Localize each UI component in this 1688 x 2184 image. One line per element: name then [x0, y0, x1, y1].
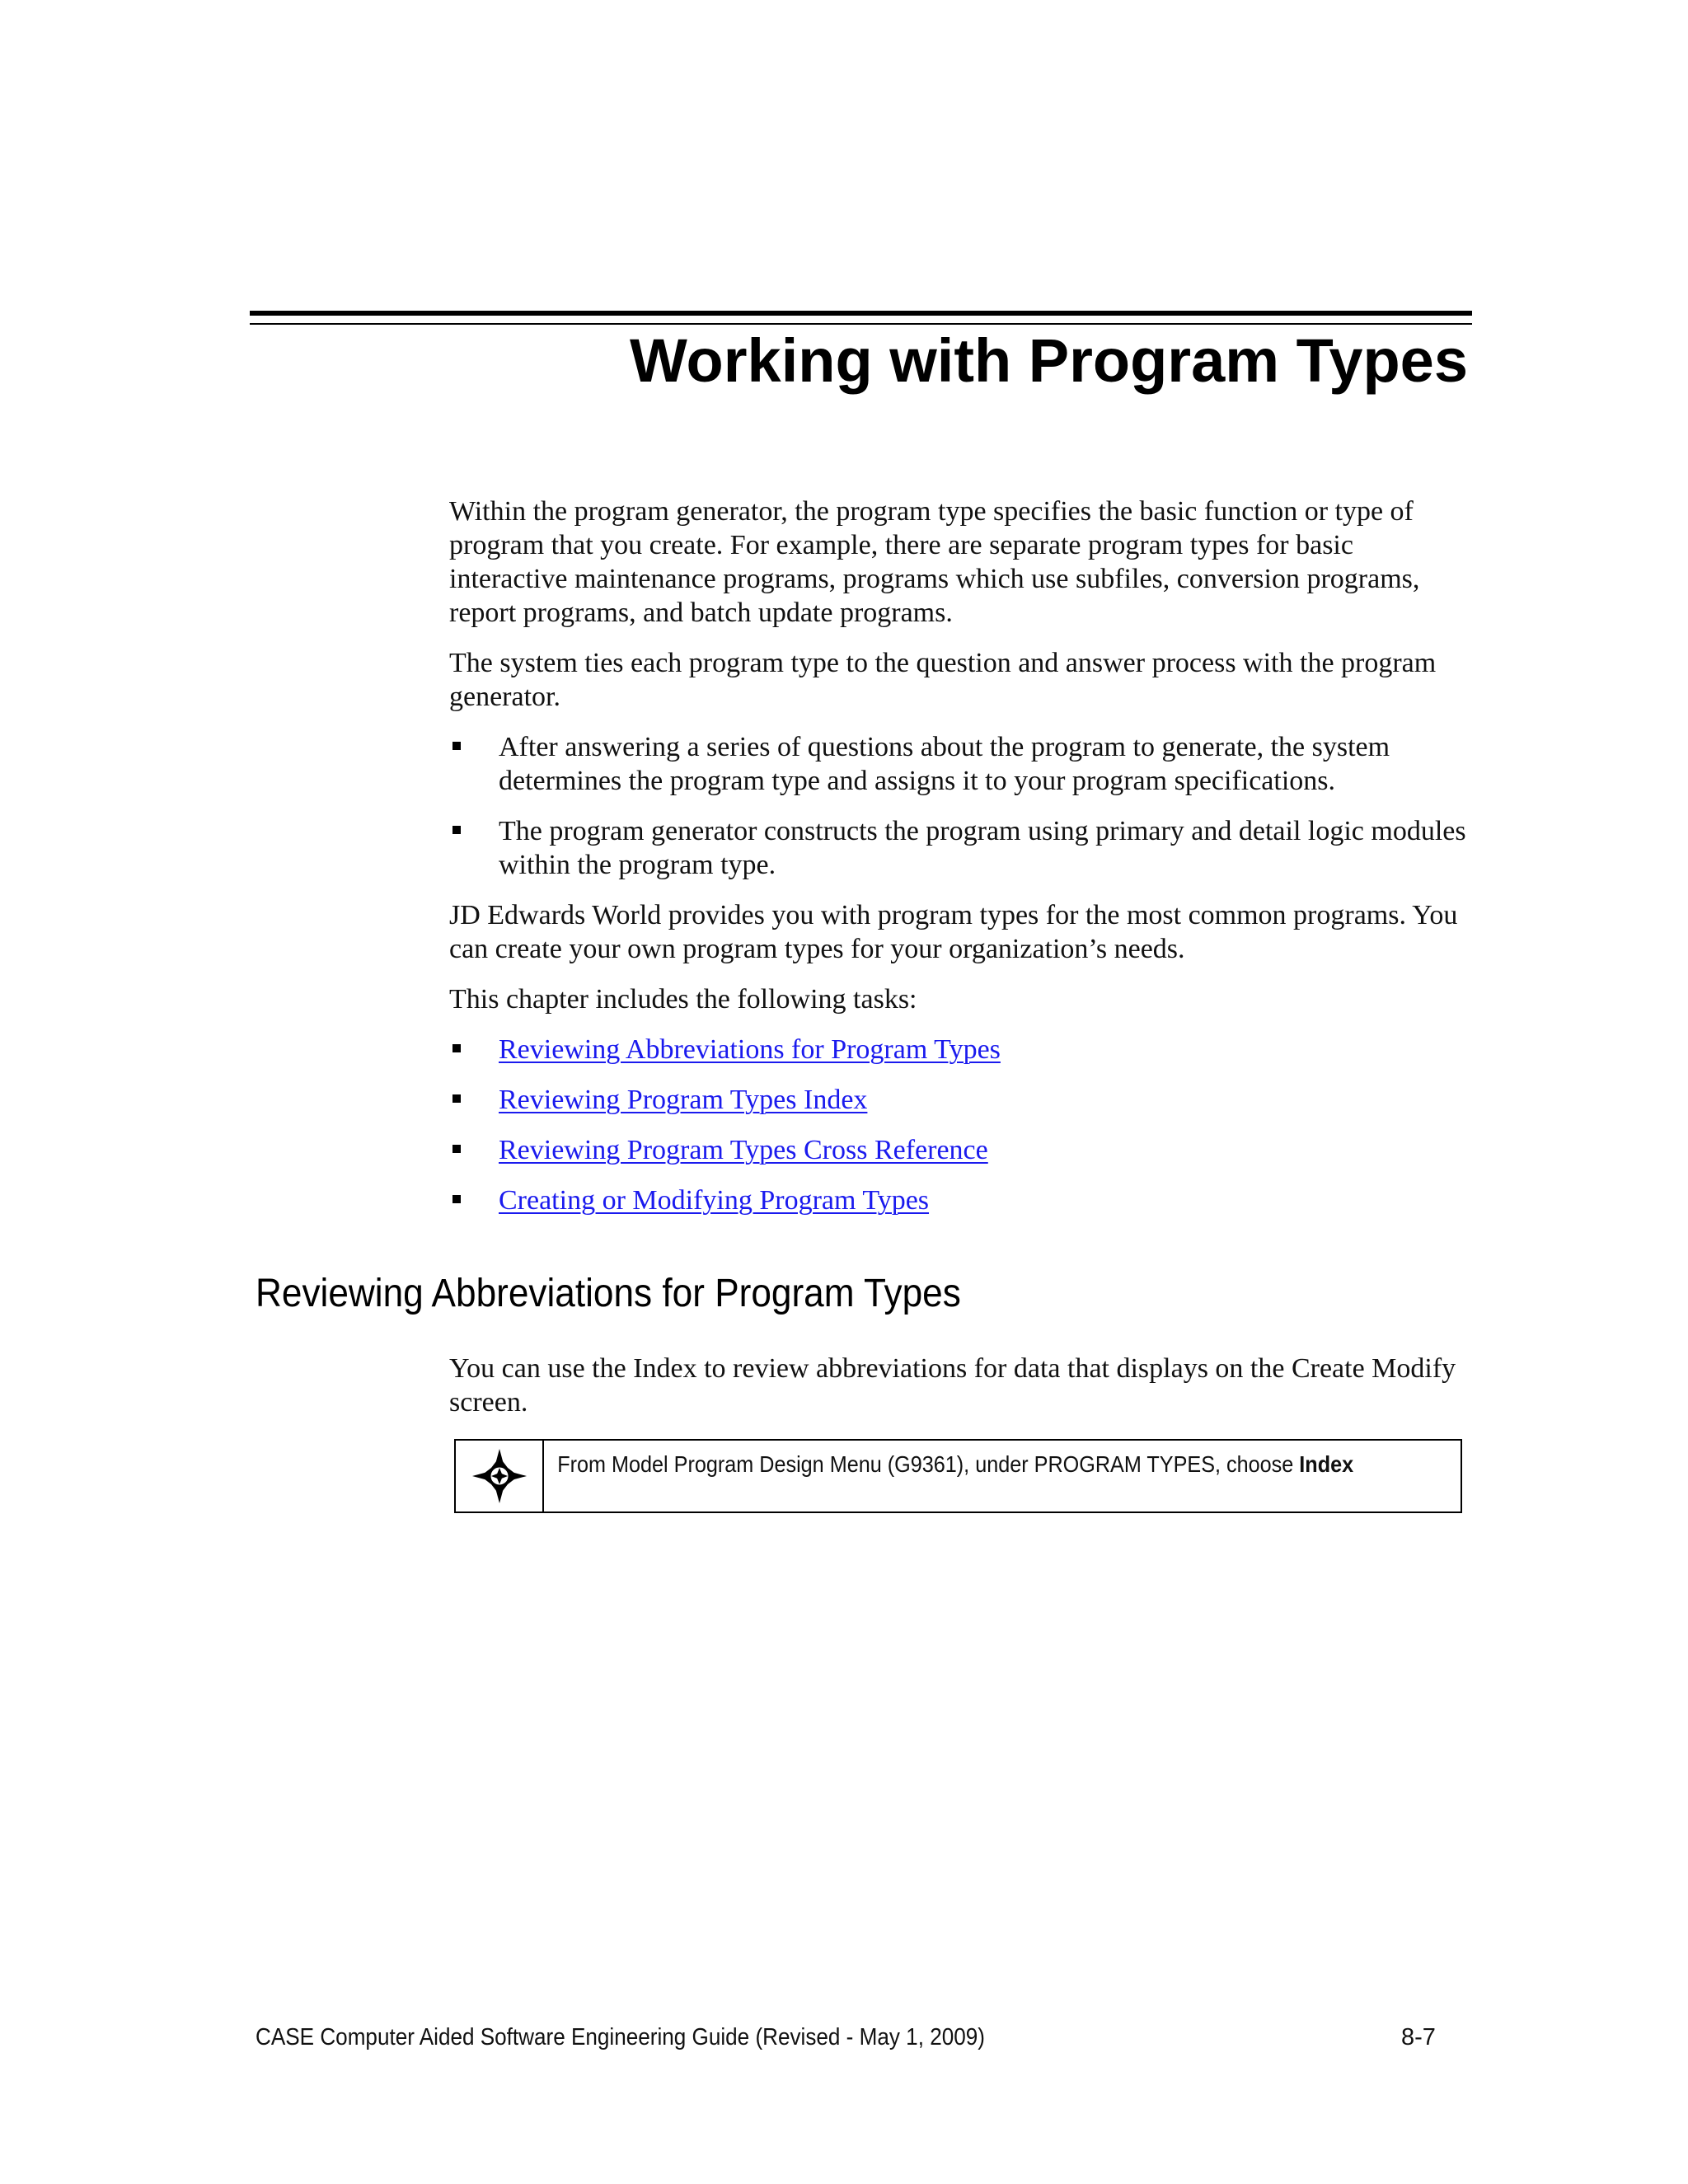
navigation-bold-option: Index — [1299, 1451, 1354, 1477]
list-item — [449, 1083, 1475, 1117]
chapter-title: Working with Program Types — [630, 326, 1468, 395]
navigation-box — [454, 1439, 1462, 1513]
list-item — [449, 730, 1475, 798]
list-item — [449, 1133, 1475, 1167]
task-link-creating-modifying[interactable]: Creating or Modifying Program Types — [499, 1185, 930, 1216]
task-link-list — [449, 1033, 1475, 1217]
square-bullet-icon — [452, 826, 461, 834]
navigation-text: From Model Program Design Menu (G9361), under PROGRAM TYPES, choose — [557, 1451, 1300, 1477]
title-rule-thick — [250, 311, 1472, 316]
section-paragraph: You can use the Index to review abbreviations for data that displays on the Create Modify screen. — [449, 1353, 1456, 1418]
intro-bullet-list — [449, 730, 1475, 882]
section-body — [449, 1352, 1475, 1419]
task-link-reviewing-index[interactable]: Reviewing Program Types Index — [499, 1085, 868, 1115]
square-bullet-icon — [452, 1044, 461, 1052]
section-heading: Reviewing Abbreviations for Program Types — [256, 1272, 961, 1315]
navigation-instructions — [544, 1441, 1367, 1511]
intro-paragraph-3: JD Edwards World provides you with program types for the most common programs. You can create your own program types for your organization’s needs. — [449, 900, 1458, 964]
footer-page-number: 8-7 — [1401, 2024, 1436, 2050]
navigation-icon-cell — [456, 1441, 544, 1511]
square-bullet-icon — [452, 1195, 461, 1203]
bullet-text: After answering a series of questions about the program to generate, the system determines the program type and assigns it to your program specifications. — [499, 732, 1390, 796]
tasks-intro: This chapter includes the following tasks: — [449, 984, 917, 1015]
bullet-text: The program generator constructs the program using primary and detail logic modules within the program type. — [499, 816, 1466, 880]
task-link-reviewing-abbreviations[interactable]: Reviewing Abbreviations for Program Types — [499, 1034, 1001, 1065]
intro-paragraph-2: The system ties each program type to the question and answer process with the program generator. — [449, 648, 1437, 712]
list-item — [449, 1183, 1475, 1217]
square-bullet-icon — [452, 742, 461, 750]
square-bullet-icon — [452, 1094, 461, 1103]
intro-paragraph-1: Within the program generator, the program type specifies the basic function or type of program that you create. For example, there are separate program types for basic interactive maintenance programs, programs which use subfiles, conversion programs, report programs, and batch update programs. — [449, 496, 1420, 628]
list-item — [449, 814, 1475, 882]
task-link-reviewing-cross-reference[interactable]: Reviewing Program Types Cross Reference — [499, 1135, 988, 1165]
footer-guide-title: CASE Computer Aided Software Engineering Guide (Revised - May 1, 2009) — [256, 2024, 985, 2050]
intro-body — [449, 494, 1475, 1234]
navigation-compass-icon — [471, 1447, 528, 1505]
list-item — [449, 1033, 1475, 1066]
square-bullet-icon — [452, 1145, 461, 1153]
